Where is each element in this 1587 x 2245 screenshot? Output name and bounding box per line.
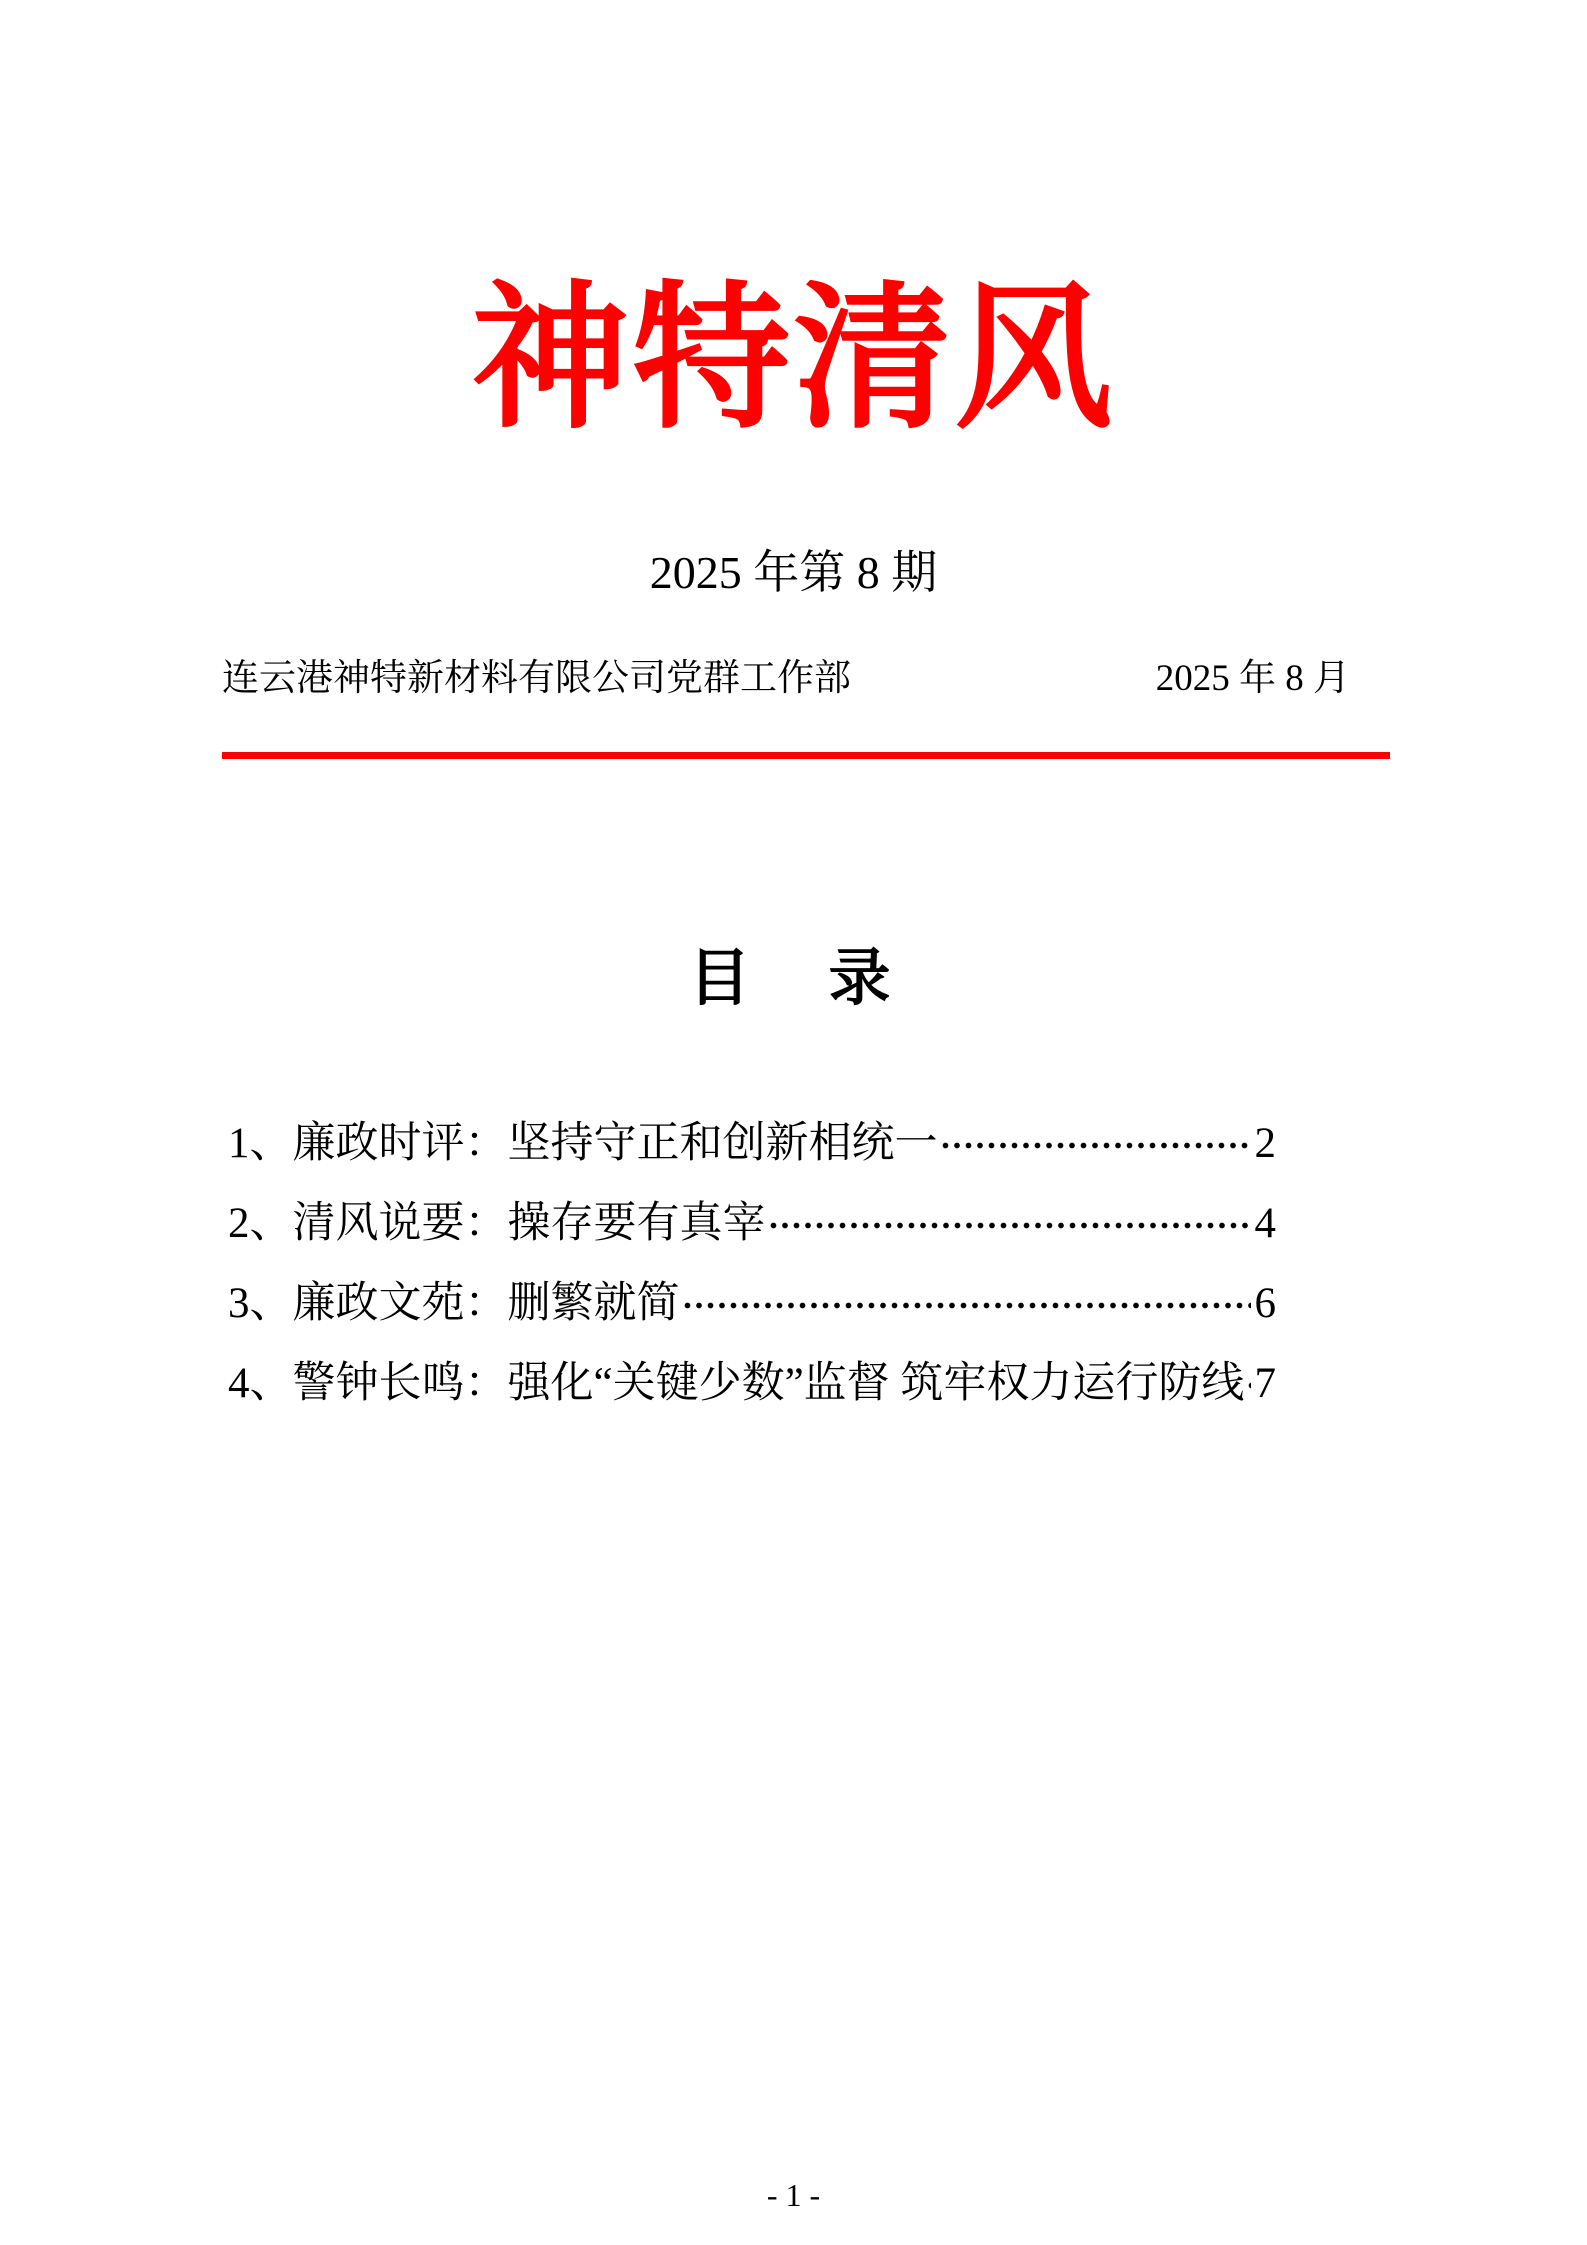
toc-item-page-number: 2 xyxy=(1254,1119,1276,1167)
toc-item[interactable] xyxy=(228,1343,1276,1423)
toc-dot-leader xyxy=(942,1142,1251,1149)
red-divider-rule xyxy=(222,752,1390,759)
publication-date: 2025 年 8 月 xyxy=(1155,658,1350,699)
toc-item-label: 1、廉政时评：坚持守正和创新相统一 xyxy=(228,1119,938,1167)
toc-item-page-number: 6 xyxy=(1254,1279,1276,1327)
toc-item-page-number: 7 xyxy=(1254,1359,1276,1407)
toc-dot-leader xyxy=(1248,1382,1250,1389)
toc-item-label: 3、廉政文苑：删繁就简 xyxy=(228,1279,680,1327)
newsletter-title: 神特清风 xyxy=(471,273,1116,448)
toc-list xyxy=(228,1103,1276,1423)
toc-item[interactable] xyxy=(228,1103,1276,1183)
page-number-footer: - 1 - xyxy=(766,2177,821,2213)
toc-item[interactable] xyxy=(228,1263,1276,1343)
toc-dot-leader xyxy=(770,1222,1251,1229)
toc-item-label: 4、警钟长鸣：强化“关键少数”监督 筑牢权力运行防线 xyxy=(228,1359,1245,1407)
toc-item[interactable] xyxy=(228,1183,1276,1263)
toc-dot-leader xyxy=(684,1302,1251,1309)
toc-item-page-number: 4 xyxy=(1254,1199,1276,1247)
toc-item-label: 2、清风说要：操存要有真宰 xyxy=(228,1199,766,1247)
publisher-name: 连云港神特新材料有限公司党群工作部 xyxy=(222,658,851,699)
issue-number: 2025 年第 8 期 xyxy=(649,547,938,598)
toc-heading: 目 录 xyxy=(688,945,899,1013)
publication-info-row xyxy=(222,655,1350,703)
